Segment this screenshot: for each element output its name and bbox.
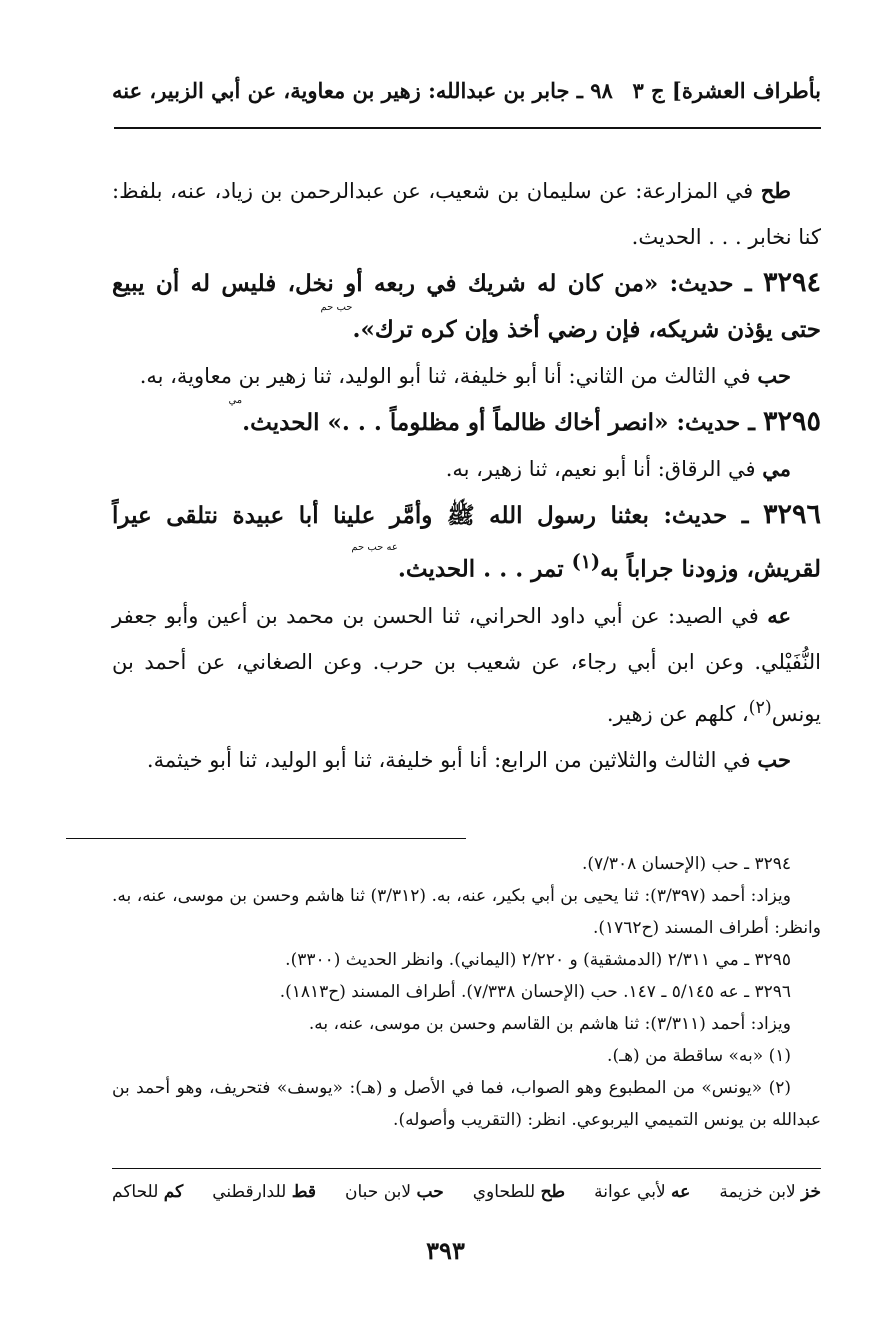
hadith-3296: ٣٢٩٦ ـ حديث: بعثنا رسول الله ﷺ وأمَّر علينا أبا عبيدة نتلقى عيراً لقريش، وزودنا جراباً به$^{(١)}$ تمر . . . الحديث. عه حب حم	[112, 499, 821, 583]
abbrev-item: طح للطحاوي	[472, 1182, 566, 1202]
paragraph-abu-awana: عه في الصيد: عن أبي داود الحراني، ثنا الحسن بن محمد بن أعين وأبو جعفر النُّفَيْلي. وعن ابن أبي رجاء، عن شعيب بن حرب. وعن الصغاني، عن أحمد بن يونس$^{(٢)}$، كلهم عن زهير.	[112, 602, 821, 726]
footnote-rule	[66, 838, 466, 839]
paragraph-ibn-hibban-2: حب في الثالث والثلاثين من الرابع: أنا أبو خليفة، ثنا أبو الوليد، ثنا أبو خيثمة.	[146, 746, 791, 772]
footnotes	[112, 848, 821, 1136]
footnote-line: ويزاد: أحمد (٣/٣١١): ثنا هاشم بن القاسم وحسن بن موسى، عنه، به.	[308, 1014, 791, 1034]
footnote-line: ٣٢٩٤ ـ حب (الإحسان ٧/٣٠٨).	[581, 854, 791, 874]
abbrev-item: كم للحاكم	[112, 1182, 184, 1202]
hadith-number: ٣٢٩٥	[762, 406, 821, 437]
footnote-ref: (١)	[571, 550, 601, 573]
abbrev-item: عه لأبي عوانة	[594, 1182, 691, 1202]
abbrev-item: قط للدارقطني	[212, 1182, 316, 1202]
footnote-line: ٣٢٩٥ ـ مي ٢/٣١١ (الدمشقية) و ٢/٢٢٠ (اليماني). وانظر الحديث (٣٣٠٠).	[285, 950, 791, 970]
running-header	[112, 78, 821, 103]
hadith-3294: ٣٢٩٤ ـ حديث: «من كان له شريك في ربعه أو نخل، فليس له أن يبيع حتى يؤذن شريكه، فإن رضي أخذ وإن كره ترك». حب حم	[112, 267, 821, 343]
footnote-ref: (٢)	[748, 697, 772, 718]
hadith-number: ٣٢٩٤	[762, 267, 821, 298]
hadith-3295: ٣٢٩٥ ـ حديث: «انصر أخاك ظالماً أو مظلوماً . . .» الحديث. مي	[228, 395, 821, 437]
abbrev-item: حب لابن حبان	[345, 1182, 444, 1202]
main-text	[112, 168, 821, 783]
footnote-line: ٣٢٩٦ ـ عه ٥/١٤٥ ـ ١٤٧. حب (الإحسان ٧/٣٣٨). أطراف المسند (ح١٨١٣).	[279, 982, 791, 1002]
abbreviations-rule	[112, 1168, 821, 1169]
abbreviations-key	[112, 1182, 821, 1202]
header-chapter: ٩٨ ـ جابر بن عبدالله: زهير بن معاوية، عن أبي الزبير، عنه	[112, 78, 613, 103]
abbrev-item: خز لابن خزيمة	[719, 1182, 821, 1202]
paragraph-darimi: مي في الرقاق: أنا أبو نعيم، ثنا زهير، به.	[445, 456, 791, 481]
header-rule	[114, 127, 821, 129]
footnote-line: (٢) «يونس» من المطبوع وهو الصواب، فما في الأصل و (هـ): «يوسف» فتحريف، وهو أحمد بن عبدالله بن يونس التميمي اليربوعي. انظر: (التقريب وأصوله).	[112, 1078, 821, 1130]
footnote-line: ويزاد: أحمد (٣/٣٩٧): ثنا يحيى بن أبي بكير، عنه، به. (٣/٣١٢) ثنا هاشم وحسن بن موسى، عنه، به. وانظر: أطراف المسند (ح١٧٦٢).	[112, 886, 821, 938]
footnote-line: (١) «به» ساقطة من (هـ).	[607, 1046, 791, 1066]
hadith-number: ٣٢٩٦	[762, 499, 821, 530]
header-volume: بأطراف العشرة] ج ٣	[632, 78, 821, 103]
page-number: ٣٩٣	[426, 1236, 465, 1265]
paragraph-tahawi: طح في المزارعة: عن سليمان بن شعيب، عن عبدالرحمن بن زياد، عنه، بلفظ: كنا نخابر . . . الحديث.	[112, 178, 821, 249]
paragraph-ibn-hibban: حب في الثالث من الثاني: أنا أبو خليفة، ثنا أبو الوليد، ثنا زهير بن معاوية، به.	[139, 363, 791, 388]
